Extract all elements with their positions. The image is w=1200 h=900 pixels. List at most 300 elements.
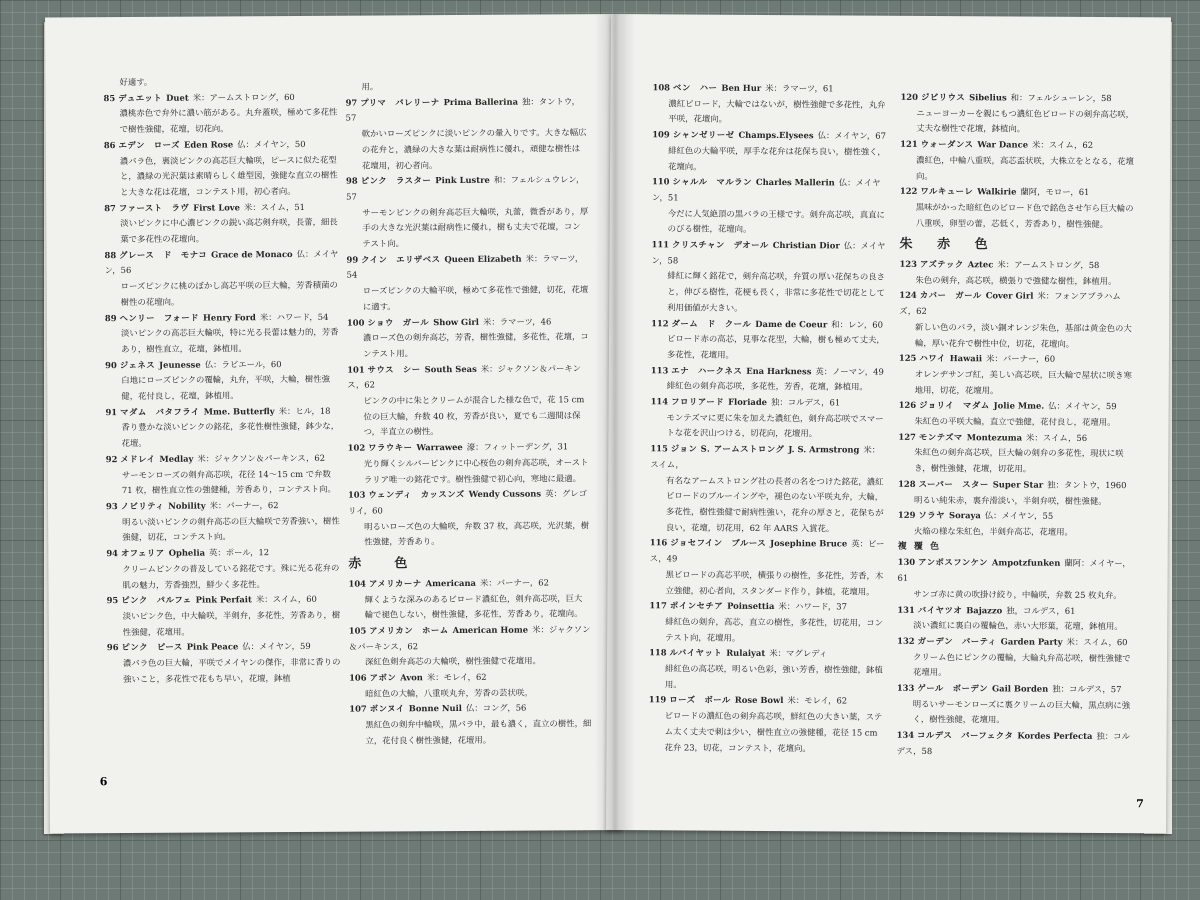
rose-origin: 英：ノーマン，49 (815, 365, 884, 377)
rose-origin: 仏：メイヤン，59 (1048, 401, 1117, 412)
rose-origin: 米：スイム，56 (1026, 432, 1088, 443)
entry-number: 115 (650, 443, 668, 454)
rose-name-japanese: ソラヤ (918, 510, 946, 521)
rose-name-japanese: カバー ガール (919, 290, 982, 301)
rose-name-japanese: ボンヌイ (369, 703, 405, 714)
rose-name-english: Bonne Nuil (408, 703, 462, 714)
rose-name-japanese: フロリアード (671, 396, 725, 407)
rose-name-english: Pink Lustre (435, 175, 490, 186)
rose-origin: 米：ラマーツ，54 (346, 252, 584, 281)
rose-name-japanese: モンテズマ (918, 431, 963, 442)
rose-entry (649, 598, 885, 647)
rose-name-japanese: アズテック (919, 258, 964, 270)
rose-entry (649, 646, 885, 695)
rose-description: ローズピンクに桃のぼかし高芯平咲の巨大輪，芳香積菌の樹性の花壇向。 (120, 279, 338, 307)
rose-name-english: Super Star (992, 479, 1044, 490)
rose-description: 濃バラ色，裏淡ピンクの高芯巨大輪咲，ピースに似た花型と，濃緑の光沢葉は素晴らしく雄型図，強健な直立の樹性と大きな花は花壇，コンテスト用，初心者向。 (119, 154, 338, 197)
entry-number: 120 (900, 91, 918, 102)
rose-origin: 米：モレイ，62 (426, 671, 487, 683)
rose-name-english: Charles Mallerin (755, 177, 835, 188)
entry-number: 117 (649, 600, 667, 611)
rose-entry (106, 451, 341, 500)
rose-description: ビロード赤の高芯，見事な花型，大輪，樹も極めて丈夫，多花性，花壇用。 (666, 333, 885, 360)
rose-entry (899, 288, 1135, 352)
rose-entry (898, 430, 1134, 479)
rose-origin: 米：ジャクソン＆パーキンス，62 (197, 452, 326, 464)
rose-origin: 仏：メイヤン，55 (984, 510, 1054, 522)
rose-description: 今だに人気絶頂の黒バラの王様です。剣弁高芯咲，真直にのびる樹性，花壇向。 (667, 207, 885, 235)
entry-number: 134 (896, 729, 915, 741)
rose-origin: 独：コルデス，57 (1052, 683, 1122, 695)
rose-description: 緋紅色の高芯咲，明るい色彩，強い芳香，樹性強健，鉢植用。 (664, 663, 883, 690)
rose-name-japanese: ダーム ド クール (671, 317, 752, 329)
rose-name-english: Dame de Coeur (755, 318, 828, 329)
rose-entry (346, 172, 588, 252)
section-heading: 赤 色 (348, 556, 418, 572)
rose-description: ローズピンクの大輪平咲，極めて多花性で強健，切花，花壇に適す。 (362, 284, 589, 312)
rose-name-japanese: ジョン S. アームストロング (670, 443, 785, 455)
rose-origin: 米：ヒル，18 (278, 405, 331, 416)
rose-origin: 仏：メイヤン，56 (104, 248, 339, 276)
rose-description: 淡いピンクの高芯巨大輪咲，特に光る長蕾は魅力的，芳香あり，樹性直立，花壇，鉢植用。 (120, 326, 339, 355)
rose-entry (349, 669, 591, 702)
entry-number: 116 (649, 537, 668, 548)
rose-entry (652, 174, 888, 238)
rose-name-english: Henry Ford (202, 311, 256, 323)
rose-origin: 英：ポール，12 (209, 547, 270, 558)
rose-name-japanese: ハワイ (919, 353, 946, 364)
rose-entry (652, 80, 888, 129)
rose-description: 火焔の様な朱紅色，半剣弁高芯，花壇用。 (913, 525, 1073, 537)
entry-number: 106 (349, 672, 367, 683)
rose-entry (898, 398, 1134, 431)
booklet (40, 14, 1170, 836)
rose-name-japanese: アボン (369, 672, 397, 683)
rose-origin: 米：スイム，62 (1032, 139, 1094, 151)
entry-number: 103 (347, 489, 366, 500)
rose-origin: 和：フェルシューレン，58 (1010, 92, 1112, 104)
rose-entry (103, 89, 338, 138)
rose-origin: 米：マグレディ (769, 648, 828, 659)
rose-entry (347, 314, 589, 363)
rose-description: 緋紅色の大輪平咲，厚手な花弁は花保ち良い，樹性強く，花壇向。 (668, 145, 886, 172)
rose-description: 濃紅ビロード，大輪ではないが，樹性強健で多花性，丸弁平咲，花壇向。 (668, 98, 886, 125)
rose-description: 淡い濃紅に裏白の覆輪色，赤い大形葉，花壇，鉢植用。 (913, 620, 1123, 632)
rose-description: 濃バラ色の巨大輪，平咲でメイヤンの傑作，非常に香りの強いこと，多花性で花もち早い，花壇，鉢植 (122, 656, 341, 684)
rose-name-english: Americana (425, 577, 477, 588)
rose-origin: 米：スイム，60 (255, 594, 317, 605)
entry-number: 125 (898, 353, 917, 364)
section-heading: 複 覆 色 (897, 541, 942, 552)
rose-entry (105, 309, 340, 358)
rose-origin: 米：ハワード，54 (259, 311, 329, 322)
rose-description: 新しい色のバラ，淡い銅オレンジ朱色，基部は黄金色の大輪，厚い花弁で樹性中位，切花，花壇向。 (914, 321, 1132, 349)
rose-name-english: Poinsettia (727, 600, 775, 612)
entry-number: 127 (898, 431, 916, 442)
entry-number: 121 (900, 138, 918, 150)
rose-entry (651, 237, 887, 317)
rose-origin: 米：ジャクソン＆パーキンス，62 (347, 362, 582, 391)
rose-origin: 米：アームストロング，58 (997, 259, 1100, 271)
rose-name-japanese: コルデス パーフェクタ (917, 730, 1014, 741)
rose-description: 明るいローズ色の大輪咲，弁数 37 枚，高芯咲，光沢葉，樹性強健，芳香あり。 (364, 519, 590, 547)
rose-name-japanese: ガーデン パーティ (917, 635, 997, 647)
rose-entry (105, 403, 340, 452)
rose-name-english: Soraya (949, 510, 981, 521)
rose-name-english: War Dance (977, 139, 1029, 150)
rose-entry (348, 486, 590, 550)
rose-name-english: Cover Girl (985, 290, 1034, 302)
rose-entry (899, 351, 1135, 400)
continued-text: 用。 (361, 81, 379, 92)
rose-name-japanese: グレース ド モナコ (119, 249, 208, 260)
rose-entry (349, 622, 591, 671)
rose-name-japanese: メドレイ (120, 453, 156, 464)
rose-name-english: Rulaiyat (726, 648, 766, 659)
entry-number: 101 (347, 364, 365, 375)
rose-origin: 仏：ラビエール，60 (204, 358, 282, 370)
rose-entry (649, 536, 885, 600)
rose-name-english: Pink Peace (186, 641, 239, 652)
rose-name-japanese: アメリカーナ (368, 578, 422, 589)
entry-number: 104 (348, 578, 367, 589)
rose-name-japanese: ヘンリー フォード (119, 312, 200, 323)
rose-name-japanese: ウォーダンス (920, 139, 974, 150)
rose-entry (897, 681, 1133, 730)
rose-description: 香り豊かな淡いピンクの銘花，多花性樹性強健，鉢少な，花壇。 (121, 421, 340, 449)
rose-name-english: South Seas (424, 363, 477, 374)
rose-description: 朱紅色の平咲大輪，直立で強健，花付良し，花壇用。 (914, 415, 1116, 428)
rose-description: 暗紅色の大輪，八重咲丸弁，芳香の芸状咲。 (365, 687, 533, 699)
rose-origin: 仏：メイヤン，59 (242, 641, 311, 652)
rose-name-english: Show Girl (433, 316, 479, 327)
rose-origin: 仏：メイヤン，51 (651, 177, 881, 203)
rose-origin: 独，コルデス，61 (1006, 604, 1076, 616)
rose-description: 有名なアームストロング社の長者の名をつけた銘花，濃紅ビロードのブルーイングや，褪色のない平咲丸弁，大輪，多花性，樹性強健で耐病性強い，花弁の厚さと，花保ちが良い，花壇，切花用，62 年 AARS 入賞花。 (665, 474, 884, 534)
entry-number: 130 (897, 557, 916, 568)
rose-origin: 仏：メイヤン，67 (817, 130, 886, 141)
rose-description: 濃ローズ色の剣弁高芯，芳香，樹性強健，多花性，花壇，コンテスト用。 (362, 331, 589, 359)
entry-number: 132 (897, 635, 915, 646)
rose-name-english: Sibelius (969, 92, 1007, 103)
rose-description: 緋紅色の剣弁高芯咲，多花性，芳香，花壇，鉢植用。 (666, 380, 868, 392)
rose-entry (104, 199, 339, 248)
entry-number: 124 (899, 290, 917, 301)
rose-name-english: Kordes Perfecta (1017, 730, 1093, 742)
entry-number: 94 (106, 548, 118, 559)
column-3 (648, 80, 888, 757)
rose-name-english: Warrawee (416, 442, 463, 453)
rose-name-japanese: アンポスフンケン (918, 557, 988, 568)
rose-name-japanese: エデン ローズ (118, 139, 181, 150)
entry-number: 122 (899, 186, 918, 197)
rose-name-english: Champs.Elysees (738, 129, 814, 141)
rose-entry (349, 701, 591, 750)
rose-name-japanese: ピンク ピース (121, 641, 183, 653)
entry-number: 95 (106, 595, 119, 606)
rose-entry (648, 693, 884, 757)
rose-description: 明るい淡いピンクの剣弁高芯の巨大輪咲で芳香強い，樹性強健，切花，コンテスト向。 (122, 515, 340, 543)
rose-description: 緋紅に輝く銘花で，剣弁高芯咲，弁質の厚い花保ちの良さと，伸びる樹性，花梗も長く，非常に多花性で切花として利用価値が大きい。 (667, 270, 886, 313)
rose-name-english: Mme. Butterfly (203, 405, 275, 417)
rose-name-english: Ampotzfunken (991, 557, 1061, 569)
rose-description: モンテズマに更に朱を加えた濃紅色，剣弁高芯咲でスマートな花を沢山つける，切花向，花壇用。 (666, 412, 884, 439)
rose-name-japanese: ジビリウス (920, 91, 966, 103)
rose-name-english: Queen Elizabeth (444, 253, 522, 264)
left-page (45, 14, 622, 833)
rose-entry (104, 246, 339, 310)
entry-number: 128 (898, 478, 916, 489)
entry-number: 113 (650, 364, 669, 376)
rose-origin: 英：グレゴリイ，60 (348, 488, 587, 516)
rose-name-english: Prima Ballerina (443, 96, 519, 107)
rose-entry (651, 316, 887, 365)
rose-origin: 蘭阿，モロー，61 (1020, 186, 1090, 198)
rose-name-english: J. S. Armstrong (788, 444, 860, 455)
rose-description: ビロードの濃紅色の剣弁高芯咲，鮮紅色の大きい葉，ステム太く丈夫で刺は少い，樹性直立の強健種，花径 15 cm 花弁 23，切花，コンテスト，花壇向。 (664, 710, 883, 753)
entry-number: 123 (899, 258, 917, 269)
entry-number: 87 (104, 202, 116, 213)
rose-origin: 仏：メイヤン，58 (651, 240, 886, 266)
rose-description: 光り輝くシルバーピンクに中心桜色の剣弁高芯咲，オーストラリア唯一の銘花です。樹性強健で初心向，寒地に最適。 (363, 457, 589, 485)
rose-name-english: First Love (193, 201, 241, 213)
rose-name-japanese: サウス シー (367, 363, 421, 375)
rose-entry (900, 184, 1136, 233)
rose-description: クリーム色にピンクの覆輪，大輪丸弁高芯咲，樹性強健で花壇用。 (912, 651, 1131, 678)
entry-number: 133 (896, 682, 915, 693)
rose-name-english: Hawaii (949, 353, 983, 364)
entry-number: 99 (346, 254, 359, 265)
rose-name-english: Pink Perfait (195, 594, 252, 605)
rose-name-japanese: ローズ ボール (669, 694, 731, 706)
rose-name-japanese: ワルキューレ (920, 186, 974, 197)
rose-description: 濃桃赤色で弁外に濃い筋がある。丸弁蓋咲，極めて多花性で樹性強健，花壇，切花向。 (119, 107, 338, 135)
rose-name-japanese: ショウ ガール (367, 316, 430, 328)
rose-entry (348, 575, 590, 624)
rose-entry (896, 728, 1132, 761)
rose-entry (348, 439, 590, 488)
rose-entry (650, 441, 887, 537)
rose-name-japanese: ピンク ラスター (360, 175, 432, 186)
rose-name-english: Garden Party (1000, 636, 1063, 647)
section-heading: 朱 赤 色 (899, 237, 998, 253)
rose-entry (346, 251, 588, 315)
rose-description: サンゴ赤に黄の吹掛け絞り，中輪咲，弁数 25 枚丸弁。 (913, 588, 1122, 600)
rose-description: 黒味がかった暗紅色のビロード色で銘色させ乍ら巨大輪の八重咲，卵型の蕾，芯低く，芳香あり，樹性強健。 (915, 201, 1134, 229)
rose-name-english: Josephine Bruce (770, 538, 848, 549)
rose-description: 白地にローズピンクの覆輪，丸弁，平咲，大輪，樹性強健，花付良し，花壇，鉢植用。 (121, 374, 331, 402)
rose-entry (899, 257, 1135, 290)
rose-origin: 独：タントウ，57 (345, 95, 580, 124)
rose-name-japanese: ノビリティ (120, 500, 165, 512)
rose-description: 朱色の剣弁，高芯咲，横張りで強健な樹性，鉢植用。 (915, 274, 1117, 286)
rose-name-english: Nobility (168, 500, 206, 511)
rose-origin: 米：モレイ，62 (787, 695, 848, 706)
entry-number: 92 (105, 453, 118, 465)
rose-origin: 濠：フィットーデング，31 (466, 441, 569, 453)
rose-description: 輝くような深みのあるビロード濃紅色，剣弁高芯咲，巨大輪で褪色しない，樹性強健，多花性，芳香あり，花壇向。 (364, 592, 583, 620)
rose-origin: 米：バーナー，62 (479, 577, 549, 588)
rose-name-japanese: ルバイヤット (669, 647, 723, 659)
entry-number: 105 (348, 625, 367, 636)
rose-description: ニューヨーカーを親にもつ濃紅色ビロードの剣弁高芯咲，丈夫な樹性で花壇，鉢植向。 (916, 107, 1135, 134)
rose-name-english: Eden Rose (183, 139, 234, 150)
rose-name-japanese: シャンゼリーゼ (672, 129, 735, 140)
rose-entry (652, 127, 888, 176)
rose-name-english: Rose Bowl (734, 695, 784, 706)
rose-entry (347, 361, 589, 441)
entry-number: 129 (897, 510, 916, 521)
rose-entry (106, 545, 341, 594)
rose-description: 緋紅色の剣弁，高芯，直立の樹性，多花性，切花用，コンテスト向，花壇用。 (665, 616, 884, 643)
rose-name-japanese: ジョリイ マダム (919, 400, 990, 411)
entry-number: 111 (651, 239, 670, 250)
rose-origin: 米：ラマーツ，61 (765, 82, 834, 94)
rose-description: 淡いピンク色，中大輪咲，半剣弁，多花性，芳香あり，樹性強健，花壇用。 (122, 609, 341, 637)
rose-origin: 米：スイム， (650, 444, 881, 470)
rose-origin: 独：コルデス，58 (896, 731, 1130, 756)
rose-name-english: Aztec (967, 259, 994, 270)
column-1 (103, 74, 342, 688)
rose-description: 軟かいローズピンクに淡いピンクの暈入りです。大きな幅広の花弁と，濃緑の大きな葉は耐病性に優れ，頑健な樹性は花壇用，初心者向。 (361, 127, 587, 171)
rose-origin: 和：フェルシュウレン，57 (346, 174, 585, 202)
rose-name-english: Floriade (728, 396, 768, 408)
entry-number: 126 (898, 400, 917, 411)
rose-name-japanese: ウェンディ カッスンズ (368, 489, 465, 500)
rose-description: 濃紅色，中輪八重咲，高芯盃状咲，大株立をとなる，花壇向。 (915, 154, 1134, 181)
rose-name-english: Ben Hur (721, 82, 762, 93)
rose-description: 黒紅色の剣弁中輪咲，黒バラ中，最も濃く，直立の樹性，細立，花付良く樹性強健，花壇用。 (365, 718, 592, 746)
rose-entry (897, 555, 1133, 604)
entry-number: 112 (651, 317, 669, 328)
rose-name-english: Wendy Cussons (468, 488, 542, 500)
rose-description: 明るい純朱赤，裏弁滑淡い，半剣弁咲，樹性強健。 (913, 494, 1107, 506)
entry-number: 108 (652, 82, 671, 93)
entry-number: 86 (103, 139, 116, 150)
entry-number: 100 (346, 317, 365, 328)
rose-name-english: American Home (452, 624, 529, 635)
rose-origin: 米：スイム，51 (243, 201, 306, 212)
entry-number: 90 (105, 359, 117, 370)
rose-name-english: Christian Dior (772, 240, 840, 251)
rose-name-japanese: シャルル マルラン (672, 176, 752, 188)
rose-description: 淡いピンクに中心濃ピンクの鋭い高芯剣弁咲，長蕾，細長葉で多花性の花壇向。 (120, 217, 338, 245)
rose-entry (900, 137, 1136, 186)
rose-name-english: Grace de Monaco (211, 248, 293, 260)
continued-text: 好適す。 (119, 76, 153, 88)
entry-number: 118 (649, 647, 667, 658)
rose-name-english: Gail Borden (991, 683, 1049, 694)
entry-number: 102 (347, 442, 366, 453)
entry-number: 97 (345, 97, 358, 108)
rose-name-english: Walkirie (977, 186, 1017, 197)
rose-description: 深紅色剣弁高芯の大輪咲，樹性強健で花壇用。 (364, 655, 541, 667)
rose-origin: 米：フォンアブラハムズ，62 (899, 291, 1121, 317)
rose-name-japanese: アメリカン ホーム (369, 624, 449, 636)
rose-origin: 米：バーナー，62 (209, 500, 279, 511)
entry-number: 85 (103, 92, 116, 103)
page-number-right: 7 (1136, 797, 1144, 811)
right-page (606, 14, 1171, 833)
rose-origin: 仏：メイヤン，50 (237, 138, 306, 150)
rose-name-english: Ophelia (168, 547, 206, 558)
rose-name-japanese: ポインセチア (669, 600, 724, 611)
rose-name-japanese: ファースト ラヴ (118, 202, 190, 213)
rose-name-english: Jeunesse (159, 359, 201, 370)
entry-number: 88 (104, 249, 117, 260)
rose-origin: 米：アームストロング，60 (192, 91, 295, 103)
rose-name-english: Avon (400, 672, 423, 683)
rose-name-japanese: オフェリア (120, 547, 165, 559)
rose-name-japanese: バイヤツオ (917, 604, 963, 615)
rose-name-japanese: ゲール ボーデン (917, 682, 989, 694)
rose-origin: 米：ハワード，37 (778, 601, 847, 612)
rose-name-japanese: デュエット (118, 92, 163, 103)
entry-number: 114 (650, 396, 669, 407)
rose-name-japanese: マダム バタフライ (120, 406, 200, 417)
rose-entry (104, 137, 339, 201)
rose-name-english: Ena Harkness (746, 365, 812, 376)
rose-description: サーモンローズの剣弁高芯咲，花径 14～15 cm で弁数 71 枚，樹性直立性の強健種，芳香あり，コンテスト向。 (121, 468, 336, 496)
entry-number: 109 (652, 129, 670, 140)
rose-name-japanese: ピンク パルフェ (121, 594, 192, 606)
rose-origin: 米：バーナー，60 (986, 353, 1056, 364)
rose-description: オレンヂサンゴ紅，美しい高芯咲，巨大輪で屋状に咲き寒地用，切花，花壇用。 (914, 368, 1132, 396)
rose-description: 明るいサーモンローズに裏クリームの巨大輪，黒点病に強く，樹性強健，花壇用。 (912, 698, 1131, 725)
page-number-left: 6 (99, 775, 108, 789)
rose-entry (106, 498, 341, 547)
rose-name-japanese: スーパー スター (918, 478, 989, 490)
rose-name-japanese: クリスチャン デオール (672, 239, 769, 251)
rose-origin: 蘭阿：メイヤー，61 (897, 558, 1131, 583)
rose-entry (651, 363, 887, 396)
rose-description: クリームピンクの普及している銘花です。殊に光る花弁の肌の魅力，芳香強烈，鮮少く多花性。 (122, 562, 340, 590)
entry-number: 98 (345, 175, 358, 186)
rose-origin: 米：スイム，60 (1066, 636, 1128, 648)
rose-name-english: Duet (166, 92, 189, 103)
rose-entry (650, 394, 886, 443)
column-2 (345, 78, 591, 749)
rose-name-english: Bajazzo (966, 604, 1003, 615)
rose-origin: 米：ラマーツ，46 (482, 315, 552, 327)
rose-origin: 独：タントウ，1960 (1047, 479, 1127, 491)
rose-origin: 仏：コング，56 (465, 703, 527, 714)
entry-number: 93 (105, 501, 118, 512)
rose-entry (346, 94, 588, 174)
rose-name-japanese: プリマ バレリーナ (360, 96, 440, 108)
rose-name-japanese: ジェネス (119, 359, 156, 370)
rose-name-japanese: ジョセフイン ブルース (670, 537, 767, 549)
column-4 (896, 90, 1136, 761)
rose-description: ピンクの中に朱とクリームが混合した様な色で，花 15 cm 位の巨大輪，弁数 40 枚，芳香が良い，夏でも二週間は保つ，半直立の樹性。 (363, 394, 585, 438)
rose-description: 朱紅色の剣弁高芯咲，巨大輪の剣弁の多花性，現状に咲き，樹性強健，花壇，切花用。 (914, 447, 1124, 474)
rose-entry (105, 356, 340, 405)
rose-entry (107, 592, 342, 641)
rose-name-japanese: クイン エリザベス (361, 253, 441, 265)
rose-description: 黒ビロードの高芯平咲，横張りの樹性，多花性，芳香，木立強健，初心者向，スタンダード作り，鉢植，花壇用。 (665, 569, 884, 597)
rose-origin: 独：コルデス，61 (770, 397, 841, 408)
rose-name-english: Jolie Mme. (993, 400, 1045, 412)
rose-entry (900, 90, 1136, 139)
entry-number: 131 (897, 604, 915, 615)
entry-number: 89 (104, 312, 117, 323)
rose-name-japanese: ベン ハー (672, 82, 718, 93)
rose-name-japanese: エナ ハークネス (671, 365, 743, 376)
rose-origin: 和：レン，60 (831, 318, 883, 330)
rose-name-japanese: ワラウキー (368, 442, 413, 453)
rose-origin: 英：ビース，49 (649, 538, 885, 564)
entry-number: 91 (105, 406, 118, 417)
